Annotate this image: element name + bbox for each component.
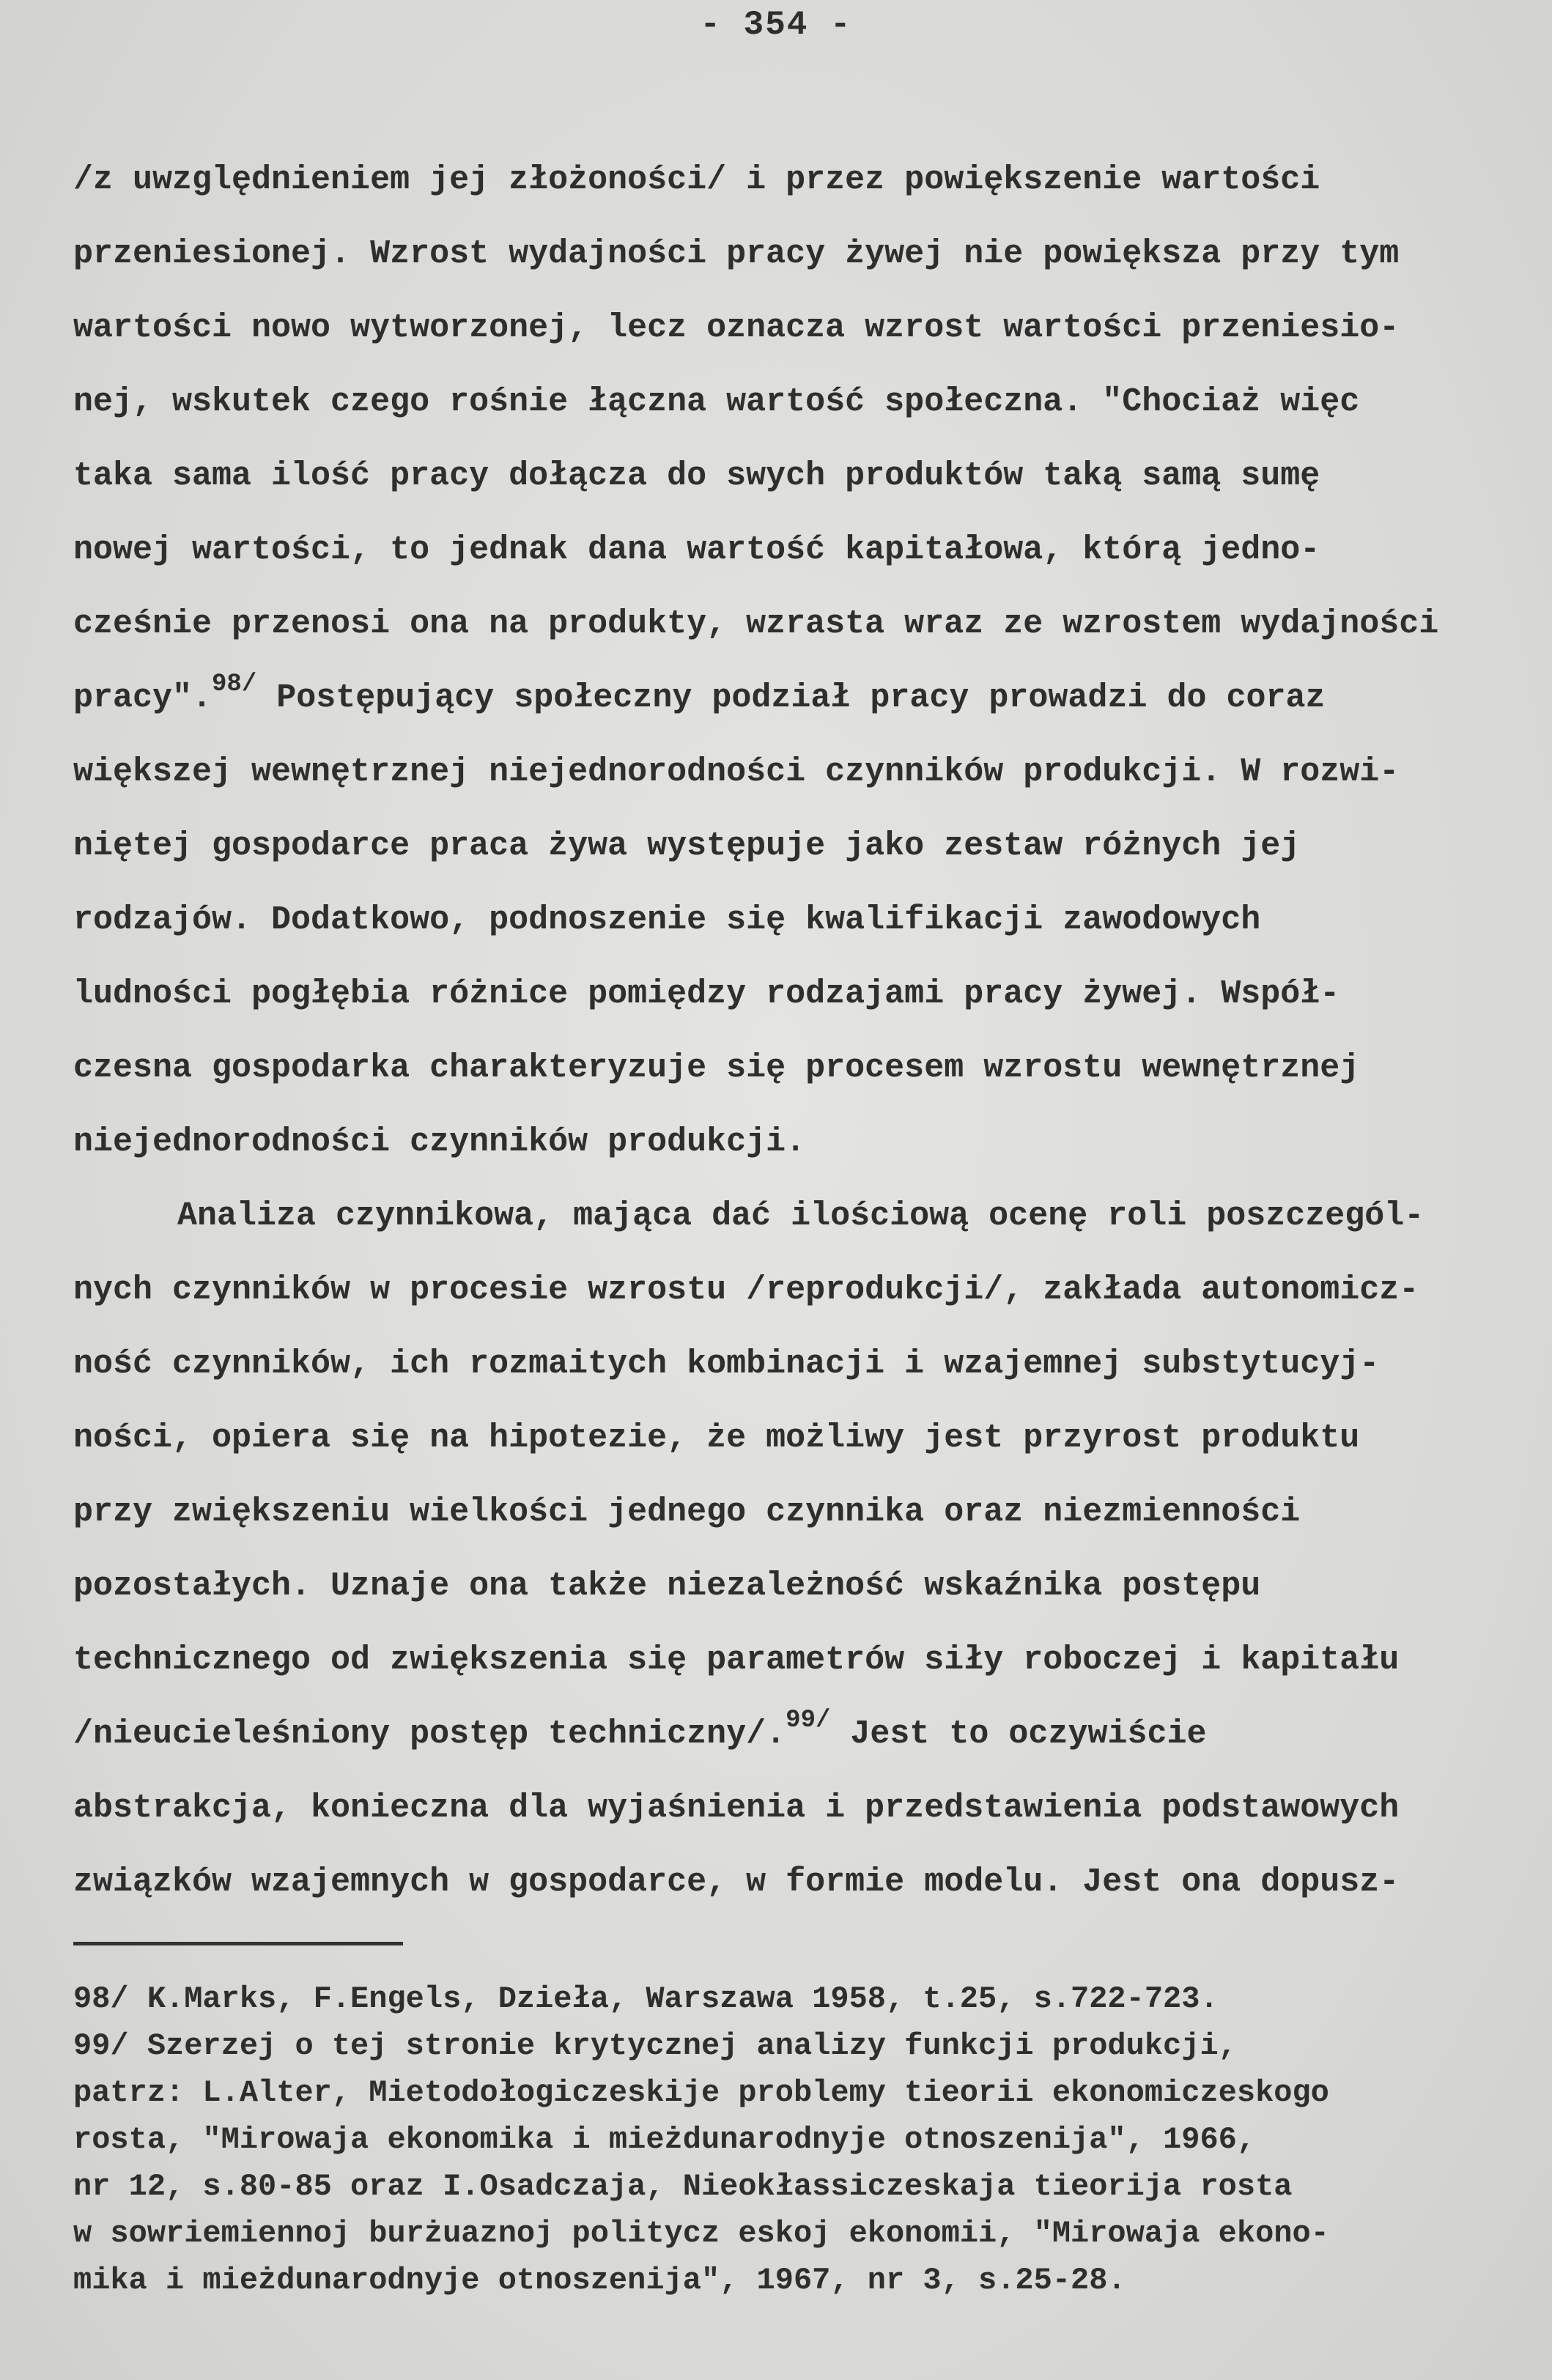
- main-text: [73, 143, 1539, 1919]
- text-fragment: Postępujący społeczny podział pracy prowadzi do coraz: [256, 679, 1326, 717]
- text-line: ność czynników, ich rozmaitych kombinacji i wzajemnej substytucyj-: [73, 1345, 1380, 1383]
- footnote-line: nr 12, s.80-85 oraz I.Osadczaja, Nieokłassiczeskaja tieorija rosta: [73, 2169, 1293, 2204]
- text-line: związków wzajemnych w gospodarce, w formie modelu. Jest ona dopusz-: [73, 1863, 1400, 1901]
- text-line: nowej wartości, to jednak dana wartość kapitałowa, którą jedno-: [73, 531, 1320, 569]
- text-line: taka sama ilość pracy dołącza do swych produktów taką samą sumę: [73, 457, 1320, 495]
- page-number: - 354 -: [700, 6, 852, 44]
- footnote-ref-98: 98/: [212, 670, 257, 698]
- text-line: /z uwzględnieniem jej złożoności/ i przez powiększenie wartości: [73, 161, 1320, 199]
- text-fragment: /nieucieleśniony postęp techniczny/.: [73, 1715, 786, 1753]
- text-line-with-footnote-98: [73, 661, 1539, 735]
- paragraph-start-line: Analiza czynnikowa, mająca dać ilościową ocenę roli poszczegól-: [177, 1197, 1424, 1235]
- text-line: nych czynników w procesie wzrostu /reprodukcji/, zakłada autonomicz-: [73, 1271, 1419, 1309]
- text-line: pozostałych. Uznaje ona także niezależność wskaźnika postępu: [73, 1567, 1261, 1605]
- text-line: rodzajów. Dodatkowo, podnoszenie się kwalifikacji zawodowych: [73, 901, 1261, 939]
- text-line: niejednorodności czynników produkcji.: [73, 1123, 806, 1161]
- text-line: nej, wskutek czego rośnie łączna wartość społeczna. "Chociaż więc: [73, 383, 1360, 421]
- text-line-with-footnote-99: [73, 1697, 1539, 1771]
- text-line: przy zwiększeniu wielkości jednego czynnika oraz niezmienności: [73, 1493, 1301, 1531]
- text-line: czesna gospodarka charakteryzuje się procesem wzrostu wewnętrznej: [73, 1049, 1360, 1087]
- footnote-line: mika i mieżdunarodnyje otnoszenija", 1967, nr 3, s.25-28.: [73, 2263, 1126, 2298]
- text-line: cześnie przenosi ona na produkty, wzrasta wraz ze wzrostem wydajności: [73, 605, 1439, 643]
- footnote-ref-99: 99/: [786, 1707, 831, 1734]
- text-line: technicznego od zwiększenia się parametrów siły roboczej i kapitału: [73, 1641, 1400, 1679]
- text-line: większej wewnętrznej niejednorodności czynników produkcji. W rozwi-: [73, 753, 1400, 791]
- footnote-line: rosta, "Mirowaja ekonomika i mieżdunarodnyje otnoszenija", 1966,: [73, 2122, 1256, 2157]
- footnotes: [73, 1976, 1539, 2304]
- text-line: ności, opiera się na hipotezie, że możliwy jest przyrost produktu: [73, 1419, 1360, 1457]
- text-line: przeniesionej. Wzrost wydajności pracy żywej nie powiększa przy tym: [73, 235, 1400, 273]
- text-line: niętej gospodarce praca żywa występuje jako zestaw różnych jej: [73, 827, 1301, 865]
- text-line: ludności pogłębia różnice pomiędzy rodzajami pracy żywej. Współ-: [73, 975, 1340, 1013]
- footnote-98: 98/ K.Marks, F.Engels, Dzieła, Warszawa 1958, t.25, s.722-723.: [73, 1981, 1219, 2017]
- footnote-divider: [73, 1942, 403, 1945]
- footnote-line: w sowriemiennoj burżuaznoj politycz eskoj ekonomii, "Mirowaja ekono-: [73, 2216, 1329, 2251]
- text-fragment: pracy".: [73, 679, 213, 717]
- footnote-line: patrz: L.Alter, Mietodołogiczeskije problemy tieorii ekonomiczeskogo: [73, 2075, 1329, 2110]
- text-fragment: Jest to oczywiście: [830, 1715, 1207, 1753]
- text-line: abstrakcja, konieczna dla wyjaśnienia i przedstawienia podstawowych: [73, 1789, 1400, 1827]
- footnote-99: 99/ Szerzej o tej stronie krytycznej analizy funkcji produkcji,: [73, 2028, 1237, 2063]
- text-line: wartości nowo wytworzonej, lecz oznacza wzrost wartości przeniesio-: [73, 309, 1400, 347]
